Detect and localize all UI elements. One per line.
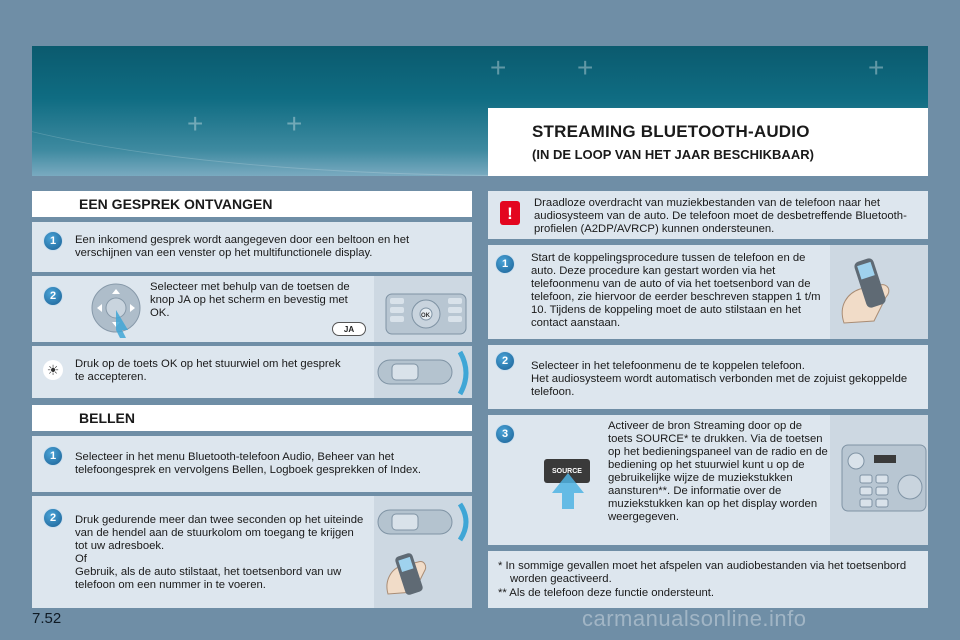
receive-step-2 <box>32 276 472 342</box>
stream-step-2 <box>488 345 928 409</box>
warning-icon: ! <box>500 201 520 225</box>
stream-step-1 <box>488 245 928 339</box>
title-box <box>488 108 928 176</box>
warning-note <box>488 191 928 239</box>
steering-stalk-image <box>374 346 472 398</box>
watermark: carmanualsonline.info <box>582 606 807 631</box>
page-number: 7.52 <box>32 610 62 627</box>
step-badge: 2 <box>495 351 515 371</box>
receive-step-1 <box>32 222 472 272</box>
plus-decoration: + <box>490 52 507 83</box>
step-text <box>531 360 923 399</box>
phone-in-hand-icon <box>830 245 928 339</box>
plus-decoration: + <box>187 108 204 139</box>
footnotes <box>488 551 928 608</box>
step-text: Selecteer in het menu Bluetooth-telefoon Audio, Beheer van het telefoongesprek en vervolgens Bellen, Logboek gesprekken of Index. <box>75 451 422 476</box>
section-header-call: BELLEN <box>32 405 472 431</box>
control-panel-image <box>374 276 472 342</box>
phone-in-hand-image <box>830 245 928 339</box>
call-step-1 <box>32 436 472 492</box>
footnote: * In sommige gevallen moet het afspelen van audiobestanden via het toetsenbord worden geactiveerd. <box>498 560 907 585</box>
step-text-line: Selecteer in het telefoonmenu de te koppelen telefoon. <box>531 360 805 372</box>
steering-control-icon: ☀ <box>43 360 63 380</box>
stream-step-3 <box>488 415 928 545</box>
direction-pad-icon <box>82 280 152 338</box>
step-text: Start de koppelingsprocedure tussen de telefoon en de auto. Deze procedure kan gestart worden via het telefoonmenu van de auto of via het toetsenbord van de telefoon, zie hiervoor de eerder beschreven stappen 1 t/m 10. Tijdens de koppeling moet de auto stilstaan en het contact aanstaan. <box>531 252 821 329</box>
footnote: ** Als de telefoon deze functie ondersteunt. <box>498 587 715 599</box>
step-text: Druk op de toets OK op het stuurwiel om het gesprek te accepteren. <box>75 358 341 383</box>
source-button[interactable]: SOURCE <box>544 459 590 483</box>
radio-front-image <box>830 415 928 545</box>
step-badge: 2 <box>43 286 63 306</box>
step-text: Selecteer met behulp van de toetsen de knop JA op het scherm en bevestig met OK. <box>150 281 350 319</box>
warning-text: Draadloze overdracht van muziekbestanden van de telefoon naar het audiosysteem van de auto. De telefoon moet de desbetreffende Bluetooth-profielen (A2DP/AVRCP) kunnen ondersteunen. <box>534 197 907 235</box>
ja-button[interactable]: JA <box>332 322 366 336</box>
plus-decoration: + <box>577 52 594 83</box>
radio-front-icon <box>830 415 928 545</box>
step-text-line: Of <box>75 553 87 565</box>
call-step-2 <box>32 496 472 608</box>
receive-step-steering <box>32 346 472 398</box>
ok-label: OK <box>421 313 430 319</box>
steering-stalk-icon <box>374 346 472 398</box>
step-badge: 3 <box>495 424 515 444</box>
press-arrow-icon <box>548 471 588 511</box>
step-badge: 1 <box>43 446 63 466</box>
step-text: Een inkomend gesprek wordt aangegeven door een beltoon en het verschijnen van een venster op het multifunctionele display. <box>75 234 410 259</box>
step-text-line: Het audiosysteem wordt automatisch verbonden met de zojuist gekoppelde telefoon. <box>531 373 908 398</box>
stalk-phone-image <box>374 496 472 608</box>
step-text-line: Druk gedurende meer dan twee seconden op het uiteinde van de hendel aan de stuurkolom om toegang te krijgen tot uw adresboek. <box>75 514 364 552</box>
plus-decoration: + <box>286 108 303 139</box>
step-badge: 2 <box>43 508 63 528</box>
step-badge: 1 <box>43 231 63 251</box>
page-title: STREAMING BLUETOOTH-AUDIO <box>532 122 810 141</box>
radio-panel-icon <box>374 276 472 342</box>
step-text: Activeer de bron Streaming door op de toets SOURCE* te drukken. Via de toetsen op het bedieningspaneel van de radio en de bediening op het stuurwiel kunt u op de gebruikelijke wijze de muziekstukken aansturen**. De informatie over de muziekstukken kan op het display worden weergegeven. <box>608 420 828 523</box>
step-text <box>75 514 365 592</box>
stalk-and-phone-icon <box>374 496 472 608</box>
step-text-line: Gebruik, als de auto stilstaat, het toetsenbord van uw telefoon om een nummer in te voeren. <box>75 566 342 591</box>
plus-decoration: + <box>868 52 885 83</box>
page-subtitle: (IN DE LOOP VAN HET JAAR BESCHIKBAAR) <box>532 147 814 162</box>
step-badge: 1 <box>495 254 515 274</box>
section-header-receive: EEN GESPREK ONTVANGEN <box>32 191 472 217</box>
